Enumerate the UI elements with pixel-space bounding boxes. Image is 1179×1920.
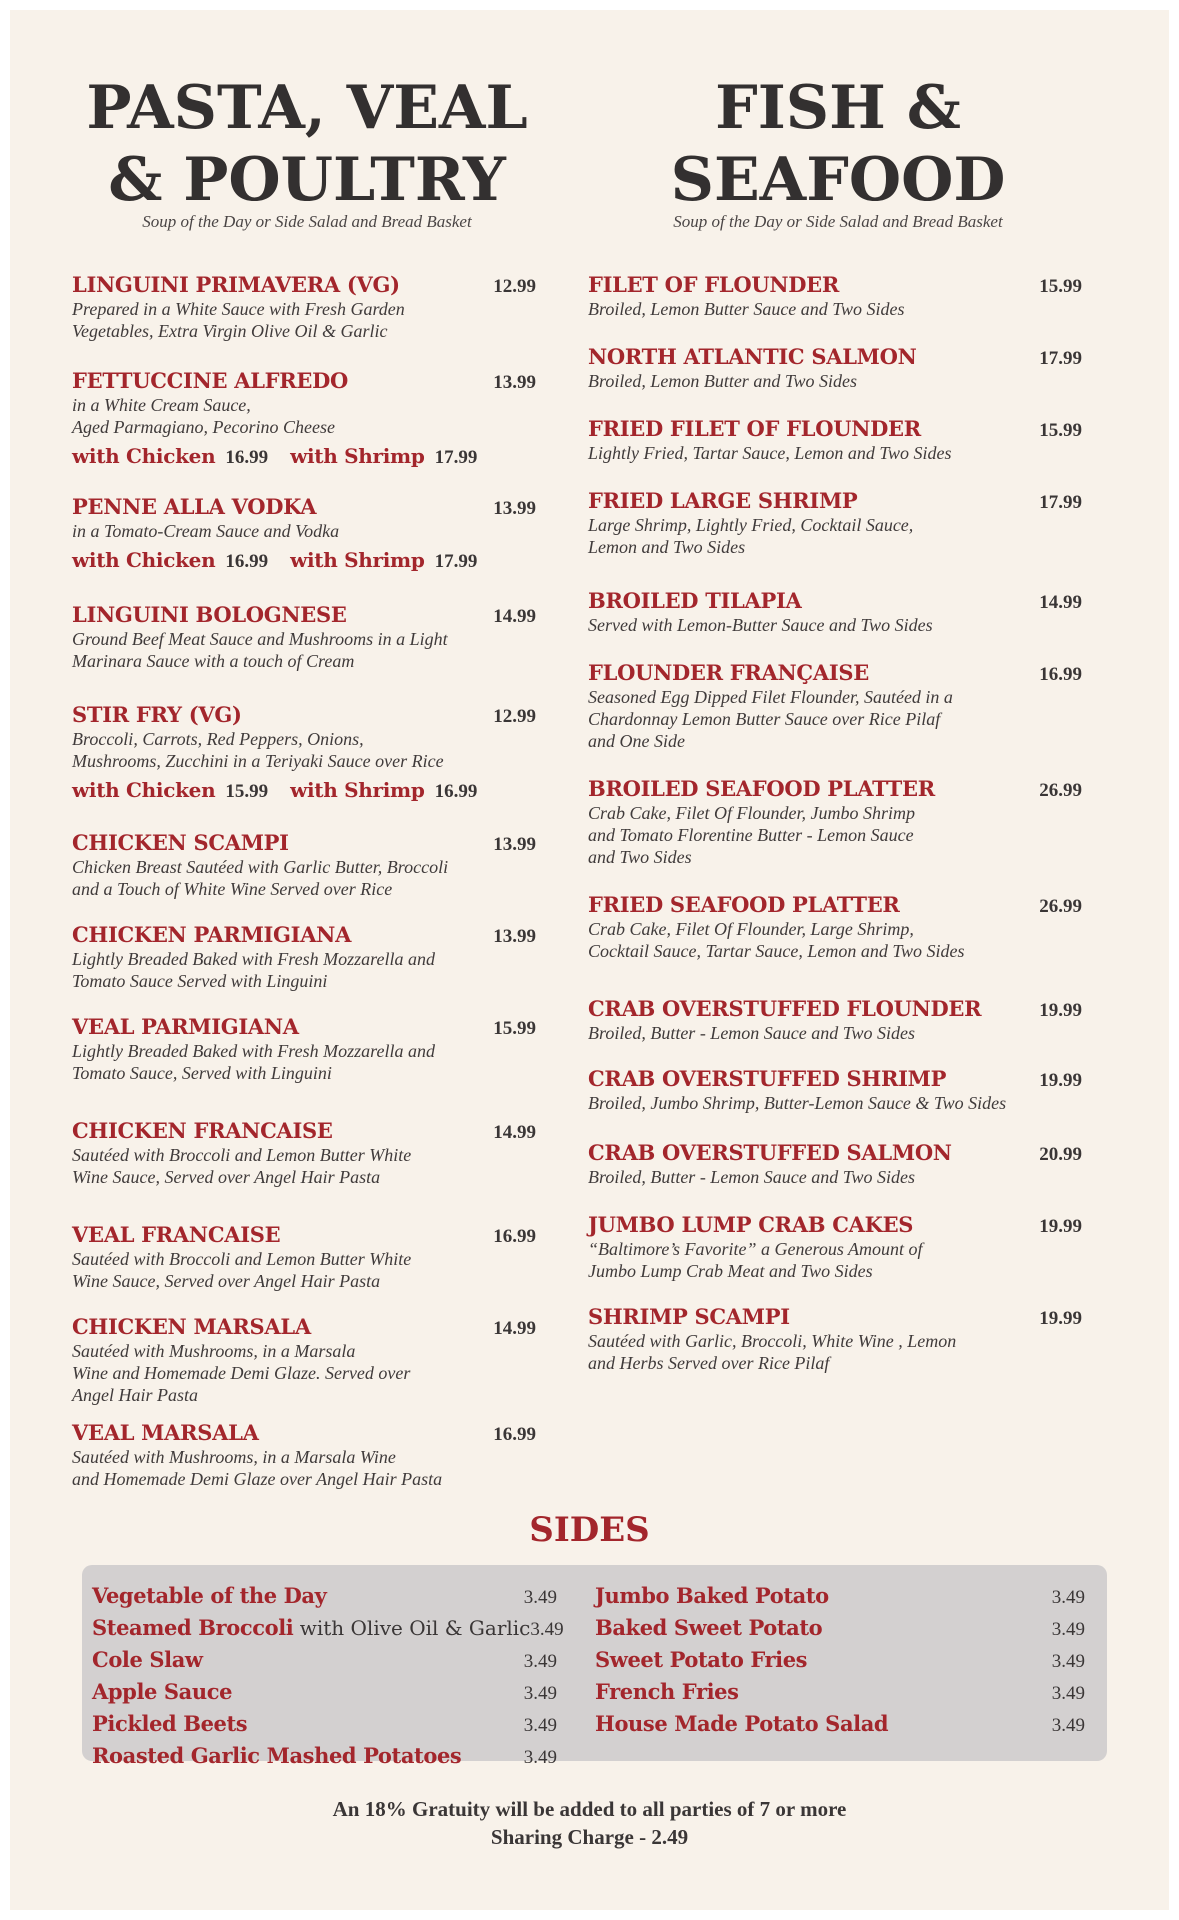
menu-item-name: FLOUNDER FRANÇAISE [588,660,869,685]
menu-item-description: Crab Cake, Filet Of Flounder, Large Shrimp, Cocktail Sauce, Tartar Sauce, Lemon and Two Sides [588,919,965,961]
menu-item-addons [72,548,542,576]
menu-item [72,368,542,472]
seafood-subtitle: Soup of the Day or Side Salad and Bread Basket [673,212,1003,231]
side-item-label [595,1615,822,1640]
menu-item-name: VEAL PARMIGIANA [72,1014,299,1039]
menu-item-name: NORTH ATLANTIC SALMON [588,344,917,369]
side-item [595,1647,1085,1679]
side-item-price: 3.49 [530,1619,564,1640]
menu-item-description: Broiled, Lemon Butter and Two Sides [588,371,857,391]
menu-item-name: SHRIMP SCAMPI [588,1304,790,1329]
menu-item-description: Seasoned Egg Dipped Filet Flounder, Sautéed in a Chardonnay Lemon Butter Sauce over Rice Pilaf and One Side [588,687,953,751]
menu-item-price: 16.99 [1039,664,1082,685]
menu-item-name: STIR FRY (VG) [72,702,242,727]
menu-item-name: FRIED LARGE SHRIMP [588,488,858,513]
side-item-price: 3.49 [523,1715,557,1736]
menu-item-header [72,1014,542,1040]
menu-item-description: “Baltimore’s Favorite” a Generous Amount of Jumbo Lump Crab Meat and Two Sides [588,1239,923,1281]
menu-item-header [588,660,1088,686]
menu-item-price: 16.99 [493,1226,536,1247]
menu-item-price: 12.99 [493,276,536,297]
menu-item-description: Lightly Breaded Baked with Fresh Mozzarella and Tomato Sauce, Served with Linguini [72,1041,435,1083]
menu-item-description: Served with Lemon-Butter Sauce and Two Sides [588,615,933,635]
menu-item-name: CRAB OVERSTUFFED SHRIMP [588,1066,947,1091]
side-item-name: Steamed Broccoli [92,1615,294,1640]
menu-item [72,602,542,672]
menu-item-name: JUMBO LUMP CRAB CAKES [588,1212,914,1237]
side-item-extra: with Olive Oil & Garlic [293,1616,531,1640]
menu-item-header [588,488,1088,514]
menu-item-header [72,702,542,728]
side-item-price: 3.49 [523,1747,557,1768]
menu-item-name: BROILED SEAFOOD PLATTER [588,776,935,801]
menu-item [588,1066,1088,1114]
side-item-price: 3.49 [1051,1587,1085,1608]
menu-item-price: 13.99 [493,498,536,519]
menu-item-description: Sautéed with Mushrooms, in a Marsala Wine and Homemade Demi Glaze. Served over Angel Hair Pasta [72,1341,411,1405]
menu-item-name: CHICKEN MARSALA [72,1314,311,1339]
menu-item [72,922,542,992]
side-item-name: Jumbo Baked Potato [595,1583,829,1608]
menu-item-header [72,494,542,520]
menu-item [588,416,1088,464]
menu-item-price: 20.99 [1039,1144,1082,1165]
menu-item-name: FRIED SEAFOOD PLATTER [588,892,900,917]
addon-shrimp-price: 17.99 [434,447,478,468]
menu-item-header [588,1212,1088,1238]
menu-item-name: CHICKEN FRANCAISE [72,1118,333,1143]
menu-item-name: LINGUINI BOLOGNESE [72,602,347,627]
side-item [92,1679,557,1711]
menu-item-header [588,892,1088,918]
side-item-label [92,1679,232,1704]
pasta-subtitle: Soup of the Day or Side Salad and Bread Basket [142,212,472,231]
addon-chicken-price: 16.99 [225,447,269,468]
side-item-name: Vegetable of the Day [92,1583,327,1608]
sides-left-column [92,1583,564,1775]
menu-item-description: in a Tomato-Cream Sauce and Vodka [72,521,340,541]
menu-item-name: VEAL MARSALA [72,1420,259,1445]
menu-item-price: 14.99 [1039,592,1082,613]
menu-item-description: in a White Cream Sauce, Aged Parmagiano, Pecorino Cheese [72,395,335,437]
menu-item-description: Crab Cake, Filet Of Flounder, Jumbo Shrimp and Tomato Florentine Butter - Lemon Sauce and Two Sides [588,803,915,867]
side-item [595,1711,1085,1743]
side-item-name: Sweet Potato Fries [595,1647,808,1672]
menu-item-description: Ground Beef Meat Sauce and Mushrooms in a Light Marinara Sauce with a touch of Cream [72,629,448,671]
sides-right-column [595,1583,1085,1743]
menu-item-header [72,1420,542,1446]
menu-item-description: Chicken Breast Sautéed with Garlic Butter, Broccoli and a Touch of White Wine Served over Rice [72,857,449,899]
menu-item [588,588,1088,636]
menu-item [72,1222,542,1292]
menu-item-price: 13.99 [493,926,536,947]
menu-item-name: FILET OF FLOUNDER [588,272,840,297]
menu-item-name: PENNE ALLA VODKA [72,494,317,519]
side-item-label [595,1711,888,1736]
menu-item [588,892,1088,962]
menu-item-price: 19.99 [1039,1216,1082,1237]
menu-item [588,1140,1088,1188]
addon-chicken-label: with Chicken [72,444,216,468]
side-item-price: 3.49 [1051,1651,1085,1672]
menu-item [72,1314,542,1406]
side-item-name: Pickled Beets [92,1711,248,1736]
side-item-label [92,1743,461,1768]
menu-item-price: 15.99 [1039,276,1082,297]
seafood-section [588,72,1088,1374]
footer [10,1795,1169,1851]
side-item [595,1583,1085,1615]
side-item-name: House Made Potato Salad [595,1711,889,1736]
menu-item-description: Large Shrimp, Lightly Fried, Cocktail Sauce, Lemon and Two Sides [588,515,914,557]
side-item-label [92,1583,326,1608]
menu-item-name: LINGUINI PRIMAVERA (VG) [72,272,400,297]
menu-item-description: Prepared in a White Sauce with Fresh Garden Vegetables, Extra Virgin Olive Oil & Garlic [72,299,405,341]
pasta-items [72,272,542,1490]
side-item-label [595,1679,739,1704]
menu-item [588,776,1088,868]
menu-item-name: BROILED TILAPIA [588,588,802,613]
menu-item-price: 17.99 [1039,348,1082,369]
side-item-name: Cole Slaw [92,1647,203,1672]
pasta-section [72,72,542,1490]
menu-item-description: Sautéed with Garlic, Broccoli, White Wine , Lemon and Herbs Served over Rice Pilaf [588,1331,957,1373]
menu-item-header [72,1118,542,1144]
addon-chicken-price: 15.99 [225,781,269,802]
menu-item-description: Sautéed with Broccoli and Lemon Butter White Wine Sauce, Served over Angel Hair Pasta [72,1145,412,1187]
addon-shrimp-label: with Shrimp [290,444,425,468]
menu-item-header [72,272,542,298]
sharing-charge: Sharing Charge - 2.49 [490,1825,689,1849]
menu-item-name: CHICKEN PARMIGIANA [72,922,352,947]
side-item [595,1615,1085,1647]
menu-item-description: Broiled, Butter - Lemon Sauce and Two Sides [588,1023,915,1043]
menu-item [588,660,1088,752]
side-item-name: Apple Sauce [92,1679,233,1704]
side-item [92,1615,564,1647]
side-item-label [92,1647,203,1672]
menu-item-description: Broiled, Lemon Butter Sauce and Two Sides [588,299,905,319]
menu-item-price: 12.99 [493,706,536,727]
menu-page [10,10,1169,1910]
menu-item-price: 14.99 [493,1318,536,1339]
seafood-title-line1: FISH & [715,73,961,143]
menu-item-description: Sautéed with Mushrooms, in a Marsala Wine and Homemade Demi Glaze over Angel Hair Pasta [72,1447,443,1489]
menu-item [72,1014,542,1084]
menu-item-description: Broccoli, Carrots, Red Peppers, Onions, Mushrooms, Zucchini in a Teriyaki Sauce over Rice [72,729,444,771]
menu-item-header [588,1066,1088,1092]
menu-item-addons [72,778,542,806]
menu-item-header [588,588,1088,614]
menu-item-price: 15.99 [493,1018,536,1039]
addon-chicken-price: 16.99 [225,551,269,572]
menu-item [588,996,1088,1044]
seafood-items [588,272,1088,1374]
menu-item-price: 13.99 [493,834,536,855]
menu-item-header [588,996,1088,1022]
menu-item-header [72,830,542,856]
side-item-label [595,1583,829,1608]
sides-box [82,1565,1107,1768]
menu-item-description: Broiled, Jumbo Shrimp, Butter-Lemon Sauce & Two Sides [588,1093,1007,1113]
menu-item-header [72,1314,542,1340]
menu-item-price: 16.99 [493,1424,536,1445]
menu-item [72,1118,542,1188]
menu-item-header [588,1140,1088,1166]
side-item-price: 3.49 [523,1651,557,1672]
gratuity-note: An 18% Gratuity will be added to all parties of 7 or more [332,1797,847,1821]
side-item-name: Roasted Garlic Mashed Potatoes [92,1743,462,1768]
side-item-name: French Fries [595,1679,739,1704]
menu-item [72,494,542,576]
menu-item-price: 26.99 [1039,896,1082,917]
menu-item-header [72,922,542,948]
addon-chicken-label: with Chicken [72,778,216,802]
menu-item-description: Lightly Breaded Baked with Fresh Mozzarella and Tomato Sauce Served with Linguini [72,949,435,991]
side-item-label [595,1647,807,1672]
menu-item [72,702,542,806]
menu-item-description: Sautéed with Broccoli and Lemon Butter White Wine Sauce, Served over Angel Hair Pasta [72,1249,412,1291]
menu-item-addons [72,444,542,472]
side-item [92,1711,557,1743]
menu-item-header [72,602,542,628]
menu-item-name: VEAL FRANCAISE [72,1222,281,1247]
menu-item-header [588,416,1088,442]
menu-item-header [588,776,1088,802]
menu-item-name: FRIED FILET OF FLOUNDER [588,416,921,441]
side-item-price: 3.49 [1051,1683,1085,1704]
addon-shrimp-price: 16.99 [434,781,478,802]
menu-item-price: 19.99 [1039,1308,1082,1329]
menu-item-price: 19.99 [1039,1000,1082,1021]
seafood-title-line2: SEAFOOD [670,145,1006,215]
addon-chicken-label: with Chicken [72,548,216,572]
menu-item [588,1304,1088,1374]
side-item-name: Baked Sweet Potato [595,1615,823,1640]
menu-item-price: 19.99 [1039,1070,1082,1091]
menu-item [588,344,1088,392]
menu-item-header [588,344,1088,370]
pasta-title [72,72,542,216]
side-item-label [92,1615,530,1640]
side-item [595,1679,1085,1711]
addon-shrimp-price: 17.99 [434,551,478,572]
addon-shrimp-label: with Shrimp [290,778,425,802]
addon-shrimp-label: with Shrimp [290,548,425,572]
menu-item [588,272,1088,320]
side-item [92,1647,557,1679]
menu-item-price: 15.99 [1039,420,1082,441]
menu-item [588,1212,1088,1282]
menu-item-header [72,1222,542,1248]
side-item-price: 3.49 [523,1587,557,1608]
menu-item-name: CRAB OVERSTUFFED FLOUNDER [588,996,982,1021]
menu-item [72,1420,542,1490]
menu-item-price: 17.99 [1039,492,1082,513]
menu-item-price: 26.99 [1039,780,1082,801]
menu-item-name: CRAB OVERSTUFFED SALMON [588,1140,952,1165]
menu-item-header [72,368,542,394]
menu-item [72,272,542,342]
menu-item-header [588,272,1088,298]
seafood-title [588,72,1088,216]
menu-item [588,488,1088,558]
side-item [92,1583,557,1615]
menu-item-name: CHICKEN SCAMPI [72,830,289,855]
side-item-label [92,1711,247,1736]
side-item-price: 3.49 [1051,1619,1085,1640]
menu-item [72,830,542,900]
menu-item-price: 14.99 [493,1122,536,1143]
side-item-price: 3.49 [523,1683,557,1704]
pasta-title-line2: & POULTRY [108,145,506,215]
menu-item-description: Lightly Fried, Tartar Sauce, Lemon and Two Sides [588,443,952,463]
menu-item-price: 13.99 [493,372,536,393]
menu-item-name: FETTUCCINE ALFREDO [72,368,349,393]
menu-item-header [588,1304,1088,1330]
sides-title: SIDES [529,1510,650,1550]
side-item-price: 3.49 [1051,1715,1085,1736]
menu-item-price: 14.99 [493,606,536,627]
side-item [92,1743,557,1775]
pasta-title-line1: PASTA, VEAL [86,73,528,143]
menu-item-description: Broiled, Butter - Lemon Sauce and Two Sides [588,1167,915,1187]
